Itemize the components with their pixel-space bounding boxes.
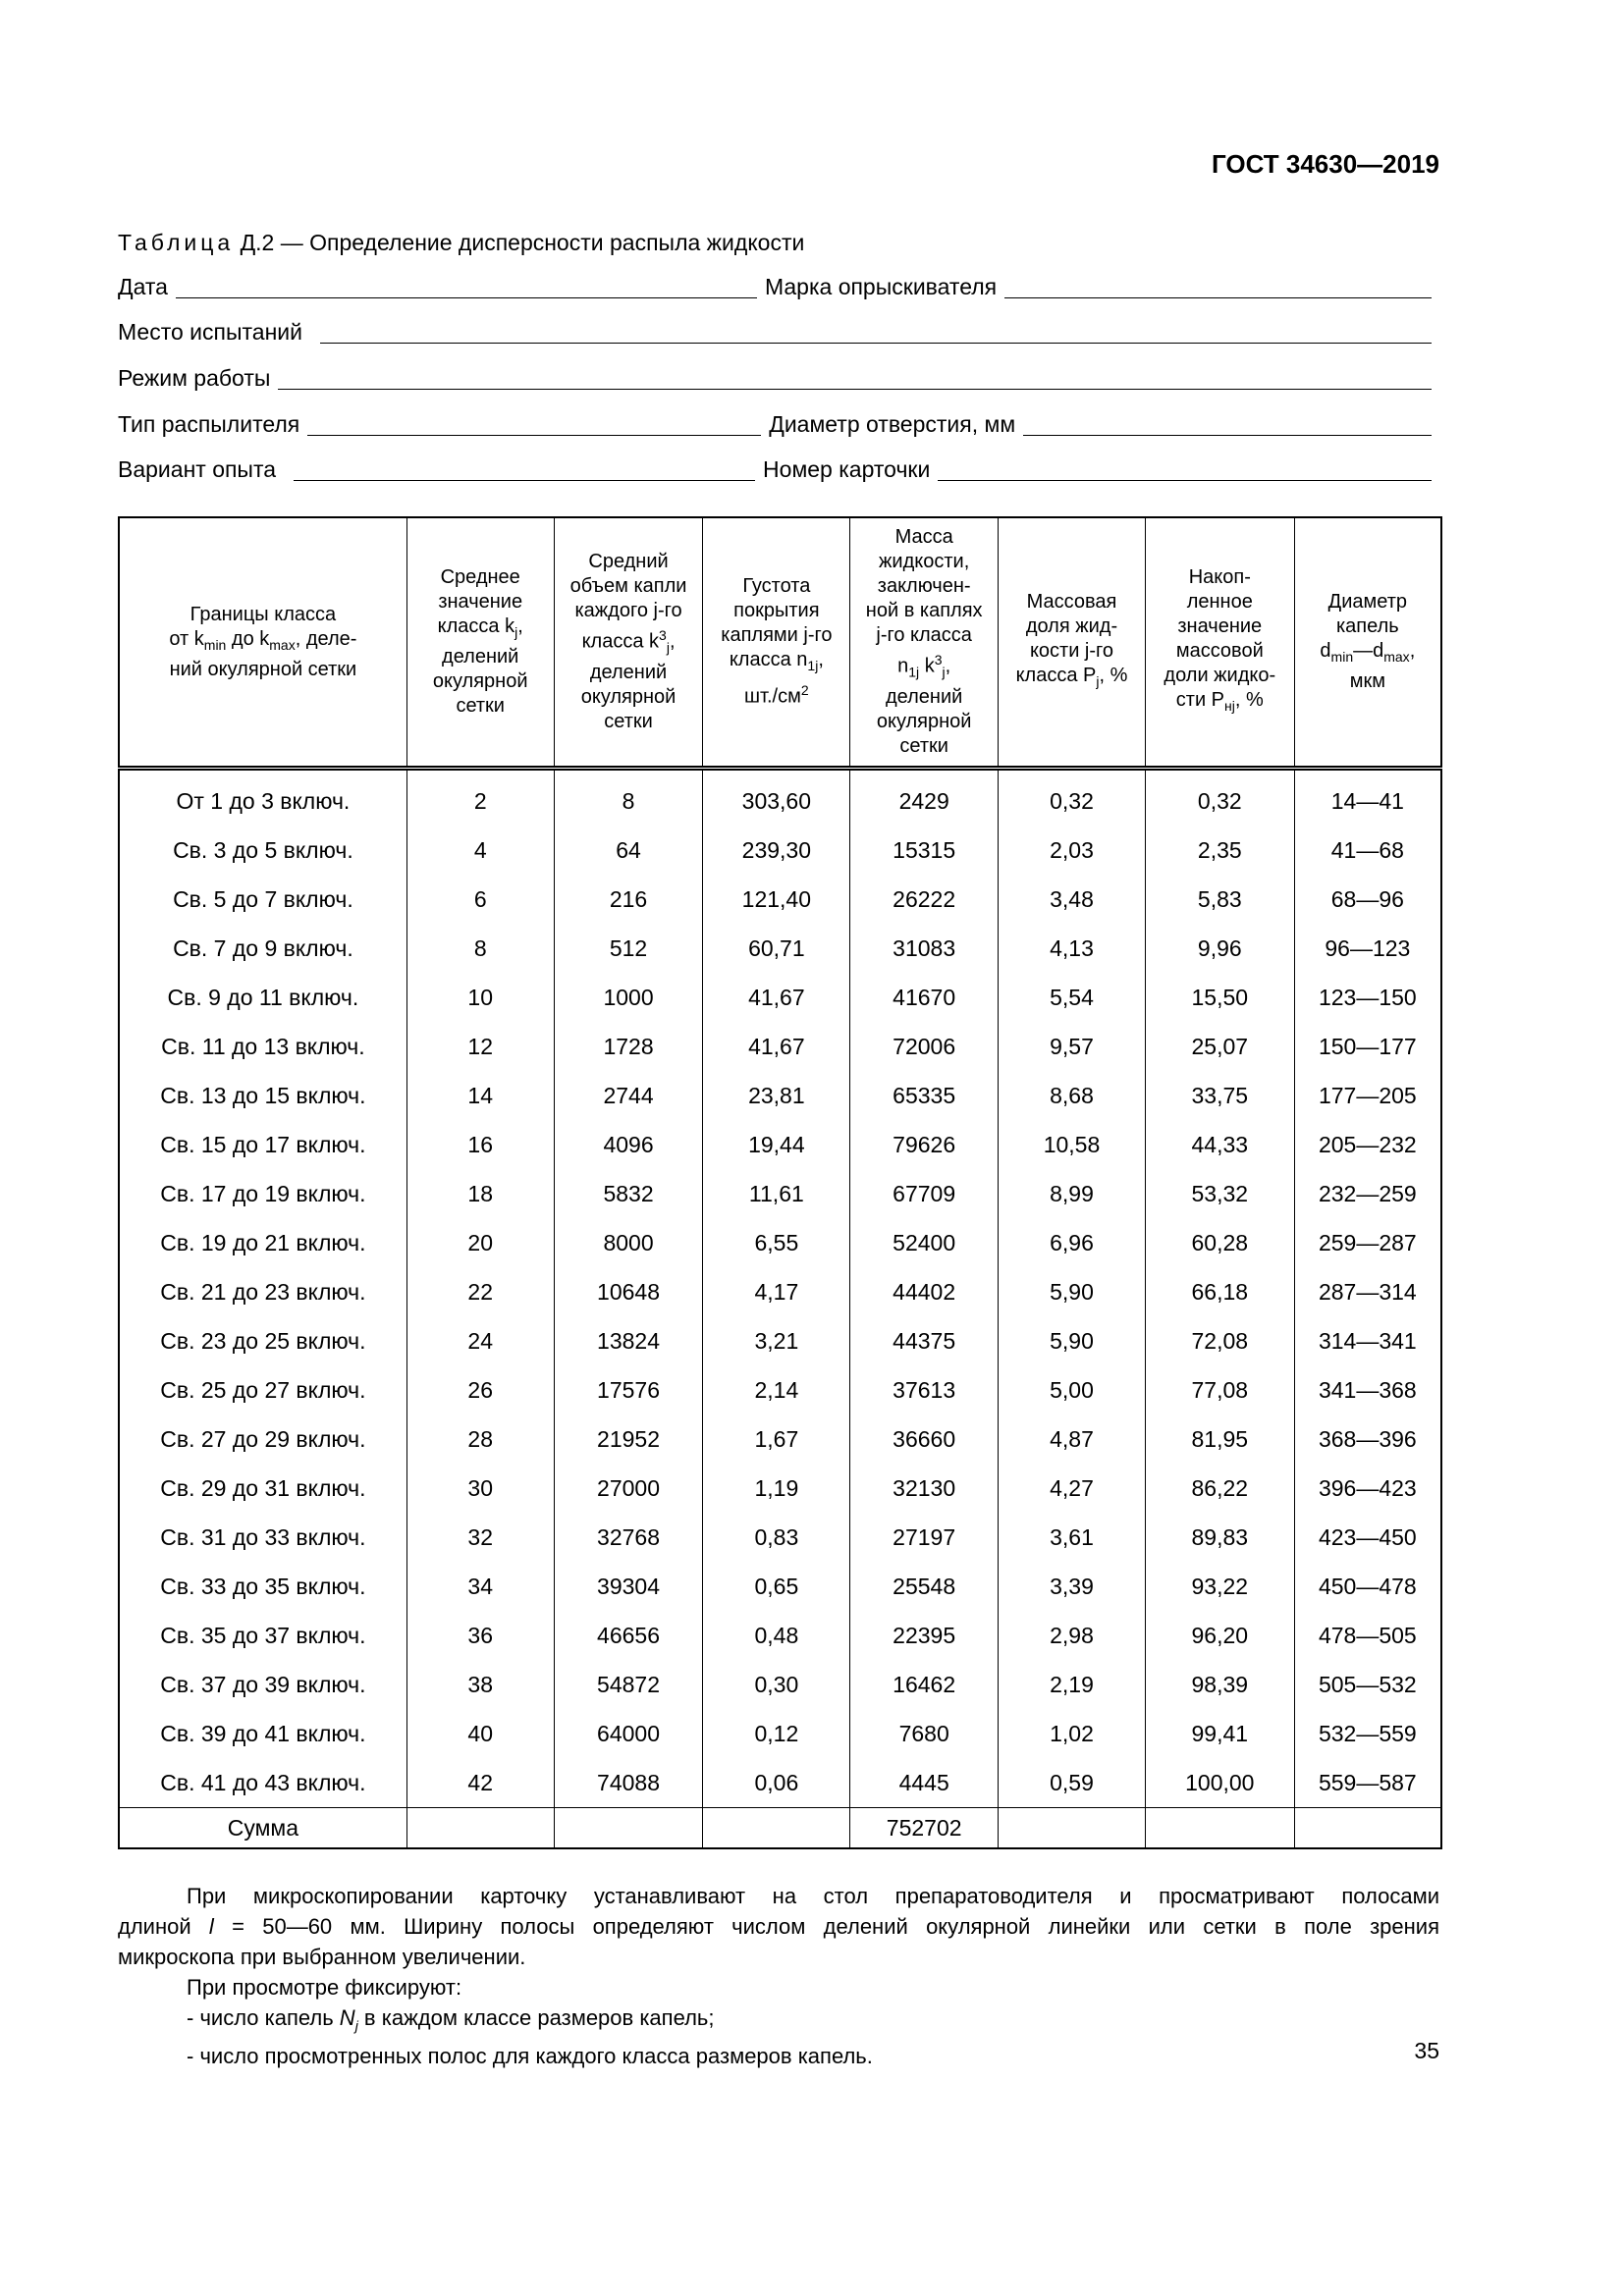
sum-value: 752702: [850, 1808, 999, 1849]
table-cell: 10648: [554, 1267, 703, 1316]
table-cell: 36: [406, 1611, 554, 1660]
table-cell: 9,96: [1145, 924, 1294, 973]
table-cell: 121,40: [703, 875, 850, 924]
table-cell: 36660: [850, 1415, 999, 1464]
body-text: При микроскопировании карточку устанавливают на стол препаратоводителя и просматривают полосами длиной l = 50—60 мм. Ширину полосы определяют числом делений окулярной линейки или сетки в поле зрения микроскопа при выбранном увеличении. При просмотре фиксируют: - число капель $N_j$ в каждом классе размеров капель; - число просмотренных полос для каждого класса размеров капель.: [118, 1881, 1439, 2071]
table-row: [119, 1071, 1441, 1120]
table-cell: 100,00: [1145, 1758, 1294, 1808]
table-cell: 8: [406, 924, 554, 973]
table-cell: 8: [554, 769, 703, 827]
table-row: [119, 826, 1441, 875]
table-cell: 66,18: [1145, 1267, 1294, 1316]
table-cell: 2: [406, 769, 554, 827]
table-cell: 93,22: [1145, 1562, 1294, 1611]
table-cell: 21952: [554, 1415, 703, 1464]
table-cell: 10: [406, 973, 554, 1022]
table-cell: 15,50: [1145, 973, 1294, 1022]
table-cell: 287—314: [1294, 1267, 1441, 1316]
test-place-field[interactable]: [320, 321, 1432, 344]
table-cell: 42: [406, 1758, 554, 1808]
table-cell: 512: [554, 924, 703, 973]
table-cell: 28: [406, 1415, 554, 1464]
table-cell: 86,22: [1145, 1464, 1294, 1513]
table-cell: 79626: [850, 1120, 999, 1169]
table-cell: 81,95: [1145, 1415, 1294, 1464]
table-cell: 37613: [850, 1365, 999, 1415]
table-cell: 30: [406, 1464, 554, 1513]
table-cell: 0,59: [999, 1758, 1146, 1808]
table-cell: 232—259: [1294, 1169, 1441, 1218]
table-row: [119, 1022, 1441, 1071]
table-cell: 13824: [554, 1316, 703, 1365]
table-cell: 98,39: [1145, 1660, 1294, 1709]
table-cell: 19,44: [703, 1120, 850, 1169]
table-cell: 18: [406, 1169, 554, 1218]
mode-field[interactable]: [278, 367, 1432, 390]
table-cell: Св. 33 до 35 включ.: [119, 1562, 406, 1611]
table-cell: 2,35: [1145, 826, 1294, 875]
table-row: [119, 875, 1441, 924]
table-cell: 16462: [850, 1660, 999, 1709]
table-cell: 8,68: [999, 1071, 1146, 1120]
table-cell: 1,19: [703, 1464, 850, 1513]
table-cell: 0,30: [703, 1660, 850, 1709]
table-cell: 46656: [554, 1611, 703, 1660]
table-row: [119, 769, 1441, 827]
table-cell: 39304: [554, 1562, 703, 1611]
table-cell: 0,32: [1145, 769, 1294, 827]
table-cell: Св. 41 до 43 включ.: [119, 1758, 406, 1808]
table-cell: 5832: [554, 1169, 703, 1218]
table-cell: 2744: [554, 1071, 703, 1120]
form-row-variant: Вариант опыта Номер карточки: [118, 454, 1439, 483]
table-cell: 505—532: [1294, 1660, 1441, 1709]
table-cell: 32768: [554, 1513, 703, 1562]
table-row: [119, 1513, 1441, 1562]
table-cell: 3,39: [999, 1562, 1146, 1611]
table-cell: 5,90: [999, 1267, 1146, 1316]
table-cell: 60,71: [703, 924, 850, 973]
table-cell: 44,33: [1145, 1120, 1294, 1169]
table-cell: Св. 7 до 9 включ.: [119, 924, 406, 973]
table-cell: 1728: [554, 1022, 703, 1071]
table-row: [119, 1758, 1441, 1808]
table-cell: 7680: [850, 1709, 999, 1758]
table-cell: 216: [554, 875, 703, 924]
table-cell: 16: [406, 1120, 554, 1169]
table-cell: 77,08: [1145, 1365, 1294, 1415]
table-cell: 150—177: [1294, 1022, 1441, 1071]
table-cell: 559—587: [1294, 1758, 1441, 1808]
card-number-field[interactable]: [938, 458, 1432, 481]
table-cell: 24: [406, 1316, 554, 1365]
table-row: [119, 1316, 1441, 1365]
table-cell: 4,27: [999, 1464, 1146, 1513]
atomizer-type-field[interactable]: [307, 413, 761, 436]
table-cell: 5,90: [999, 1316, 1146, 1365]
table-cell: 67709: [850, 1169, 999, 1218]
table-cell: 4,13: [999, 924, 1146, 973]
sum-row: [119, 1808, 1441, 1849]
sum-label: Сумма: [119, 1808, 406, 1849]
table-cell: 0,12: [703, 1709, 850, 1758]
table-cell: 5,00: [999, 1365, 1146, 1415]
table-header: [119, 517, 1441, 769]
table-cell: 14: [406, 1071, 554, 1120]
table-cell: 239,30: [703, 826, 850, 875]
table-cell: 53,32: [1145, 1169, 1294, 1218]
table-cell: Св. 9 до 11 включ.: [119, 973, 406, 1022]
table-cell: 14—41: [1294, 769, 1441, 827]
table-cell: 6,55: [703, 1218, 850, 1267]
table-cell: 2429: [850, 769, 999, 827]
table-cell: 23,81: [703, 1071, 850, 1120]
table-cell: 2,98: [999, 1611, 1146, 1660]
table-cell: 1,02: [999, 1709, 1146, 1758]
table-cell: 11,61: [703, 1169, 850, 1218]
table-cell: Св. 25 до 27 включ.: [119, 1365, 406, 1415]
table-cell: 4,87: [999, 1415, 1146, 1464]
table-row: [119, 1660, 1441, 1709]
variant-field[interactable]: [294, 458, 755, 481]
table-cell: Св. 27 до 29 включ.: [119, 1415, 406, 1464]
table-cell: 123—150: [1294, 973, 1441, 1022]
col-coverage-density: Густота покрытия каплями j-го класса $n_{1j}$, $шт./см^2$: [703, 517, 850, 769]
table-cell: Св. 17 до 19 включ.: [119, 1169, 406, 1218]
table-cell: 12: [406, 1022, 554, 1071]
table-cell: 17576: [554, 1365, 703, 1415]
table-cell: Св. 23 до 25 включ.: [119, 1316, 406, 1365]
table-cell: 41—68: [1294, 826, 1441, 875]
col-diameter: Диаметр капель $d_{min}—d_{max}$, мкм: [1294, 517, 1441, 769]
table-cell: 32130: [850, 1464, 999, 1513]
bullet-1: - число капель $N_j$ в каждом классе размеров капель;: [187, 2005, 715, 2034]
table-cell: 8,99: [999, 1169, 1146, 1218]
table-cell: 450—478: [1294, 1562, 1441, 1611]
table-cell: 41670: [850, 973, 999, 1022]
table-cell: 368—396: [1294, 1415, 1441, 1464]
table-cell: Св. 19 до 21 включ.: [119, 1218, 406, 1267]
table-cell: 5,83: [1145, 875, 1294, 924]
table-cell: Св. 5 до 7 включ.: [119, 875, 406, 924]
table-cell: 3,48: [999, 875, 1146, 924]
page-number: 35: [1414, 2038, 1439, 2063]
table-cell: 41,67: [703, 1022, 850, 1071]
table-title: Таблица Д.2 — Определение дисперсности распыла жидкости: [118, 230, 805, 255]
table-row: [119, 1120, 1441, 1169]
table-cell: 96,20: [1145, 1611, 1294, 1660]
table-cell: 5,54: [999, 973, 1146, 1022]
table-cell: Св. 11 до 13 включ.: [119, 1022, 406, 1071]
table-cell: 32: [406, 1513, 554, 1562]
table-cell: 38: [406, 1660, 554, 1709]
col-cumulative-fraction: Накоп- ленное значение массовой доли жидко- сти $P_{нj}$, %: [1145, 517, 1294, 769]
table-cell: Св. 35 до 37 включ.: [119, 1611, 406, 1660]
table-cell: 26222: [850, 875, 999, 924]
table-cell: 3,61: [999, 1513, 1146, 1562]
table-row: [119, 1709, 1441, 1758]
table-cell: 259—287: [1294, 1218, 1441, 1267]
table-row: [119, 1464, 1441, 1513]
date-field[interactable]: [176, 276, 757, 298]
col-mass-fraction: Массовая доля жид- кости j-го класса $P_j$, %: [999, 517, 1146, 769]
table-cell: Св. 13 до 15 включ.: [119, 1071, 406, 1120]
table-cell: 1000: [554, 973, 703, 1022]
table-cell: 74088: [554, 1758, 703, 1808]
form-row-date: Дата Марка опрыскивателя: [118, 271, 1439, 300]
table-cell: 478—505: [1294, 1611, 1441, 1660]
table-cell: Св. 3 до 5 включ.: [119, 826, 406, 875]
table-cell: 532—559: [1294, 1709, 1441, 1758]
table-cell: 96—123: [1294, 924, 1441, 973]
table-cell: 44402: [850, 1267, 999, 1316]
table-cell: 10,58: [999, 1120, 1146, 1169]
table-cell: 27197: [850, 1513, 999, 1562]
table-cell: 64: [554, 826, 703, 875]
table-cell: 0,32: [999, 769, 1146, 827]
table-cell: Св. 39 до 41 включ.: [119, 1709, 406, 1758]
table-cell: 303,60: [703, 769, 850, 827]
table-cell: 2,19: [999, 1660, 1146, 1709]
hole-diameter-field[interactable]: [1023, 413, 1432, 436]
table-cell: 6,96: [999, 1218, 1146, 1267]
table-cell: Св. 21 до 23 включ.: [119, 1267, 406, 1316]
table-cell: 6: [406, 875, 554, 924]
table-cell: 423—450: [1294, 1513, 1441, 1562]
table-cell: 31083: [850, 924, 999, 973]
table-cell: 2,03: [999, 826, 1146, 875]
form-row-atomizer: Тип распылителя Диаметр отверстия, мм: [118, 408, 1439, 438]
table-row: [119, 973, 1441, 1022]
table-cell: 44375: [850, 1316, 999, 1365]
table-cell: От 1 до 3 включ.: [119, 769, 406, 827]
table-cell: Св. 37 до 39 включ.: [119, 1660, 406, 1709]
table-cell: 26: [406, 1365, 554, 1415]
table-row: [119, 1562, 1441, 1611]
form-row-place: Место испытаний: [118, 316, 1439, 346]
table-cell: 0,83: [703, 1513, 850, 1562]
table-cell: 2,14: [703, 1365, 850, 1415]
table-cell: 64000: [554, 1709, 703, 1758]
table-cell: 25,07: [1145, 1022, 1294, 1071]
table-cell: 177—205: [1294, 1071, 1441, 1120]
col-class-bounds: Границы класса от $k_{min}$ до $k_{max}$, деле- ний окулярной сетки: [119, 517, 406, 769]
sprayer-brand-field[interactable]: [1004, 276, 1432, 298]
table-cell: 99,41: [1145, 1709, 1294, 1758]
table-cell: 20: [406, 1218, 554, 1267]
col-mean-volume: Средний объем капли каждого j-го класса $k^3_j$, делений окулярной сетки: [554, 517, 703, 769]
table-row: [119, 1611, 1441, 1660]
table-cell: 72,08: [1145, 1316, 1294, 1365]
table-cell: 41,67: [703, 973, 850, 1022]
table-cell: 72006: [850, 1022, 999, 1071]
table-cell: 40: [406, 1709, 554, 1758]
table-cell: Св. 15 до 17 включ.: [119, 1120, 406, 1169]
table-cell: 34: [406, 1562, 554, 1611]
table-cell: Св. 29 до 31 включ.: [119, 1464, 406, 1513]
bullet-2: - число просмотренных полос для каждого класса размеров капель.: [187, 2044, 873, 2069]
table-row: [119, 924, 1441, 973]
table-cell: 4096: [554, 1120, 703, 1169]
table-row: [119, 1365, 1441, 1415]
table-cell: 314—341: [1294, 1316, 1441, 1365]
table-cell: 0,65: [703, 1562, 850, 1611]
table-cell: 33,75: [1145, 1071, 1294, 1120]
standard-number: ГОСТ 34630—2019: [1212, 149, 1439, 179]
table-cell: Св. 31 до 33 включ.: [119, 1513, 406, 1562]
dispersion-table: [118, 516, 1442, 1849]
table-cell: 4: [406, 826, 554, 875]
table-row: [119, 1267, 1441, 1316]
table-cell: 27000: [554, 1464, 703, 1513]
table-cell: 9,57: [999, 1022, 1146, 1071]
table-cell: 341—368: [1294, 1365, 1441, 1415]
table-cell: 3,21: [703, 1316, 850, 1365]
table-row: [119, 1169, 1441, 1218]
table-cell: 22: [406, 1267, 554, 1316]
table-cell: 65335: [850, 1071, 999, 1120]
table-cell: 15315: [850, 826, 999, 875]
col-liquid-mass: Масса жидкости, заключен- ной в каплях j-го класса $n_{1j}$ $k^3_j$, делений окулярной сетки: [850, 517, 999, 769]
table-cell: 54872: [554, 1660, 703, 1709]
table-cell: 0,06: [703, 1758, 850, 1808]
table-cell: 4,17: [703, 1267, 850, 1316]
table-row: [119, 1218, 1441, 1267]
table-cell: 4445: [850, 1758, 999, 1808]
table-cell: 68—96: [1294, 875, 1441, 924]
col-mean-value: Среднее значение класса $k_j$, делений окулярной сетки: [406, 517, 554, 769]
table-cell: 52400: [850, 1218, 999, 1267]
table-row: [119, 1415, 1441, 1464]
table-cell: 25548: [850, 1562, 999, 1611]
table-cell: 60,28: [1145, 1218, 1294, 1267]
table-cell: 205—232: [1294, 1120, 1441, 1169]
table-cell: 0,48: [703, 1611, 850, 1660]
table-cell: 1,67: [703, 1415, 850, 1464]
table-cell: 396—423: [1294, 1464, 1441, 1513]
table-cell: 22395: [850, 1611, 999, 1660]
table-cell: 8000: [554, 1218, 703, 1267]
table-cell: 89,83: [1145, 1513, 1294, 1562]
form-row-mode: Режим работы: [118, 362, 1439, 392]
